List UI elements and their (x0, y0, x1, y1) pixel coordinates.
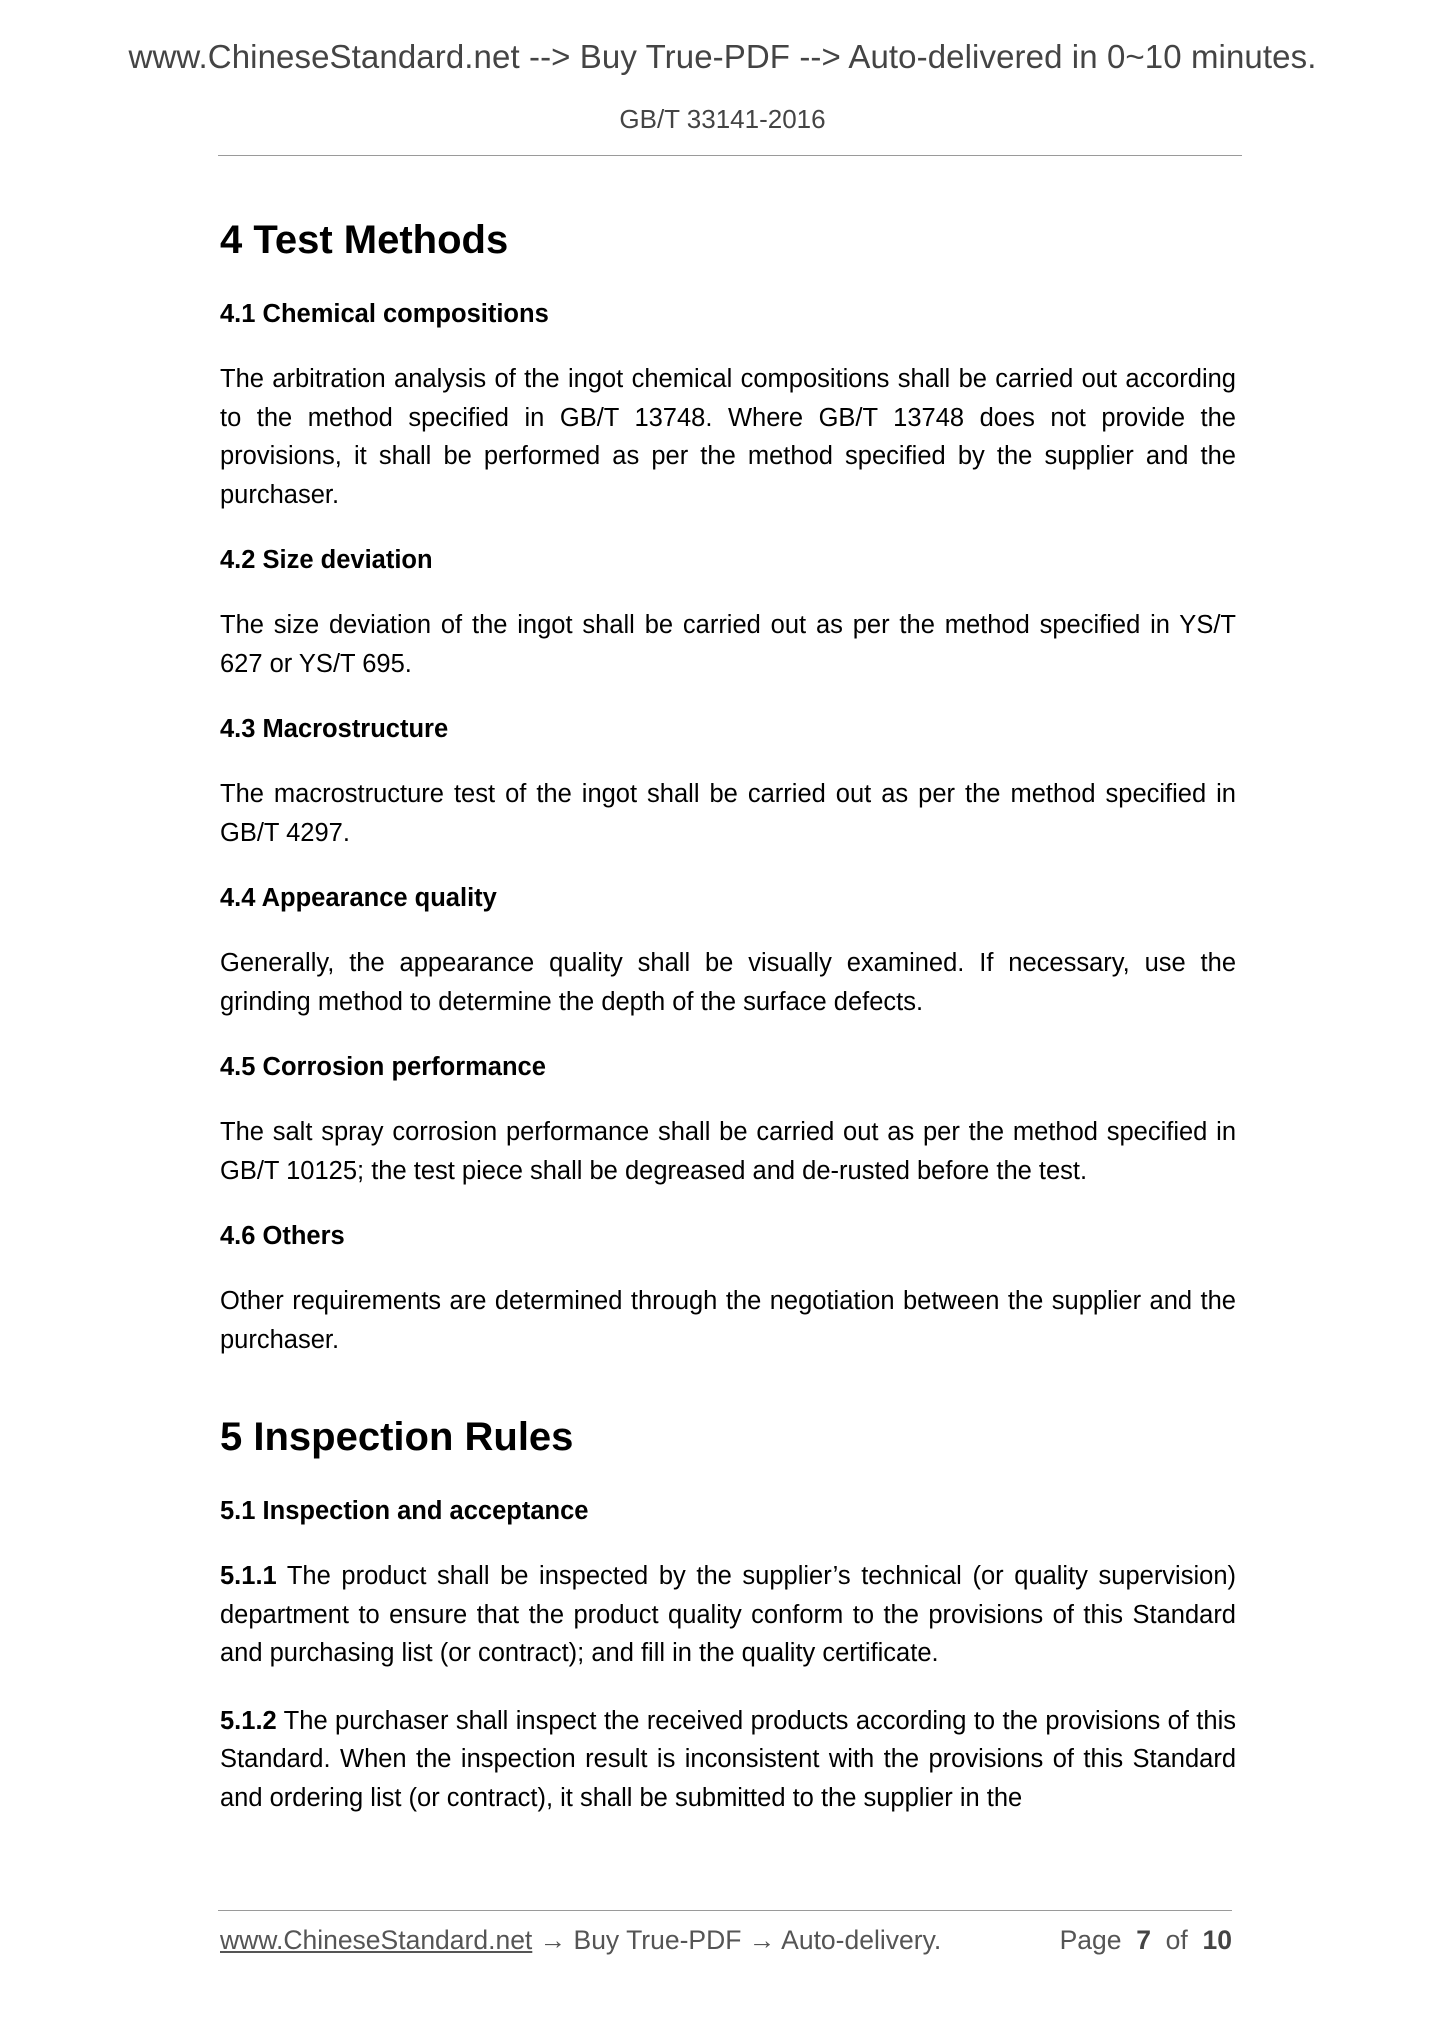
page-label: Page (1059, 1925, 1122, 1955)
section-5-title: 5 Inspection Rules (220, 1415, 574, 1459)
header-divider (218, 155, 1242, 156)
subsection-4-2-heading: 4.2 Size deviation (220, 546, 433, 574)
page-content (220, 210, 1236, 1846)
subsection-4-6-text: Other requirements are determined through the negotiation between the supplier and the purchaser. (220, 1287, 1236, 1354)
footer-tagline (220, 1925, 941, 1956)
subsection-4-1-heading: 4.1 Chemical compositions (220, 300, 549, 328)
section-4-title: 4 Test Methods (220, 218, 509, 262)
clause-5-1-2-number: 5.1.2 (220, 1706, 277, 1735)
subsection-4-3-heading: 4.3 Macrostructure (220, 715, 449, 743)
footer-website-link[interactable]: www.ChineseStandard.net (220, 1925, 533, 1955)
page-of: of (1165, 1925, 1188, 1955)
subsection-4-3-text: The macrostructure test of the ingot shall be carried out as per the method specified in GB/T 4297. (220, 780, 1236, 847)
clause-5-1-1-text: The product shall be inspected by the supplier’s technical (or quality supervision) department to ensure that the product quality conform to the provisions of this Standard and purchasing list (or contract); and fill in the quality certificate. (220, 1562, 1236, 1667)
subsection-4-5-text: The salt spray corrosion performance shall be carried out as per the method specified in GB/T 10125; the test piece shall be degreased and de-rusted before the test. (220, 1118, 1236, 1185)
subsection-4-5-heading: 4.5 Corrosion performance (220, 1053, 546, 1081)
footer-divider (218, 1910, 1232, 1911)
subsection-5-1-heading: 5.1 Inspection and acceptance (220, 1497, 589, 1525)
page-footer (220, 1925, 1232, 1965)
page-number (1060, 1925, 1232, 1956)
subsection-4-1-text: The arbitration analysis of the ingot chemical compositions shall be carried out according to the method specified in GB/T 13748. Where GB/T 13748 does not provide the provisions, it shall be performed as per the method specified by the supplier and the purchaser. (220, 365, 1236, 509)
clause-5-1-2 (220, 1702, 1236, 1818)
subsection-4-4-text: Generally, the appearance quality shall be visually examined. If necessary, use the grinding method to determine the depth of the surface defects. (220, 949, 1236, 1016)
page-total: 10 (1202, 1925, 1232, 1955)
subsection-4-4-heading: 4.4 Appearance quality (220, 884, 497, 912)
clause-5-1-1 (220, 1557, 1236, 1673)
clause-5-1-1-number: 5.1.1 (220, 1562, 277, 1590)
page-current: 7 (1136, 1925, 1151, 1955)
footer-tagline-text: → Buy True-PDF → Auto-delivery. (532, 1925, 942, 1955)
subsection-4-2-text: The size deviation of the ingot shall be carried out as per the method specified in YS/T 627 or YS/T 695. (220, 611, 1236, 678)
document-id: GB/T 33141-2016 (619, 104, 826, 134)
site-banner: www.ChineseStandard.net --> Buy True-PDF --> Auto-delivered in 0~10 minutes. (128, 38, 1317, 75)
clause-5-1-2-text: The purchaser shall inspect the received products according to the provisions of this Standard. When the inspection result is inconsistent with the provisions of this Standard and ordering list (or contract), it shall be submitted to the supplier in the (220, 1706, 1236, 1812)
subsection-4-6-heading: 4.6 Others (220, 1222, 345, 1250)
